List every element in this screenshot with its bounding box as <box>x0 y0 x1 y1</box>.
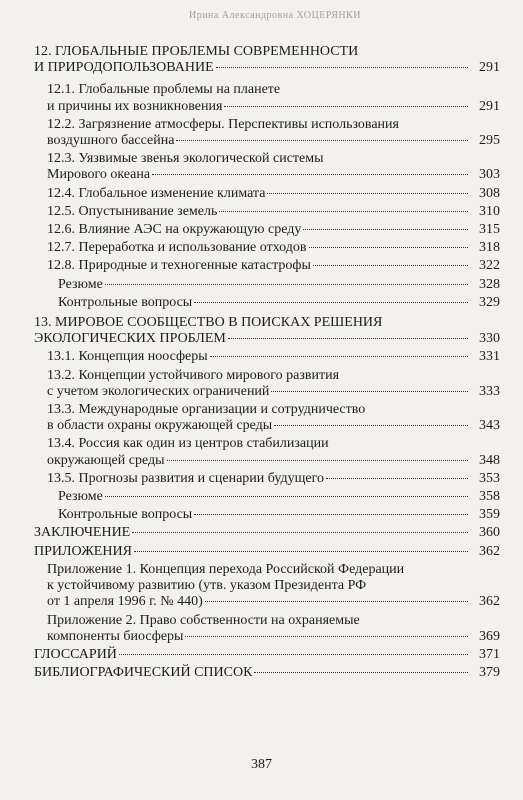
dot-leader <box>271 391 468 392</box>
dot-leader <box>326 478 468 479</box>
toc-entry-title: 12.8. Природные и техногенные катастрофы <box>47 258 311 274</box>
toc-entry-concl <box>34 525 500 541</box>
toc-entry-title: ПРИЛОЖЕНИЯ <box>34 543 132 559</box>
dot-leader <box>205 601 468 602</box>
bleed-through-header: Ирина Александровна ХОЦЕРЯНКИ <box>188 10 362 21</box>
toc-page-number: 333 <box>479 383 500 399</box>
toc-entry-title: 12.7. Переработка и использование отходов <box>47 240 307 256</box>
toc-entry-title: 12.3. Уязвимые звенья экологической системы <box>47 151 324 167</box>
toc-page-number: 330 <box>479 331 500 347</box>
toc-entry-title: Контрольные вопросы <box>58 507 193 523</box>
toc-entry-title: Приложение 1. Концепция перехода Российской Федерации <box>47 561 405 577</box>
toc-entry-s13-2 <box>47 368 500 400</box>
dot-leader <box>167 460 468 461</box>
toc-entry-s13-4 <box>47 436 500 468</box>
dot-leader <box>132 532 468 533</box>
toc-page-number: 353 <box>479 470 500 486</box>
toc-page-number: 318 <box>479 240 500 256</box>
toc-page-number: 362 <box>479 543 500 559</box>
dot-leader <box>254 672 468 673</box>
toc-entry-title: ГЛОССАРИЙ <box>34 646 117 662</box>
dot-leader <box>274 425 468 426</box>
toc-page-number: 291 <box>479 60 500 76</box>
toc-entry-title: с учетом экологических ограничений <box>47 383 270 399</box>
toc-page-number: 359 <box>479 507 500 523</box>
dot-leader <box>216 67 468 68</box>
toc-entry-s13-1 <box>47 349 500 365</box>
toc-page-number: 348 <box>479 452 500 468</box>
dot-leader <box>194 514 468 515</box>
toc-entry-title: 13. МИРОВОЕ СООБЩЕСТВО В ПОИСКАХ РЕШЕНИЯ <box>34 315 383 331</box>
toc-entry-s12-4 <box>47 186 500 202</box>
toc-entry-r13 <box>58 489 500 505</box>
toc-entry-title: Резюме <box>58 489 103 505</box>
toc-entry-title: 13.2. Концепции устойчивого мирового развития <box>47 367 340 383</box>
toc-entry-title: ЗАКЛЮЧЕНИЕ <box>34 525 131 541</box>
toc-entry-title: 13.3. Международные организации и сотрудничество <box>47 402 366 418</box>
toc-entry-title: 12.2. Загрязнение атмосферы. Перспективы использования <box>47 116 399 132</box>
toc-entry-title: 13.5. Прогнозы развития и сценарии будущего <box>47 470 324 486</box>
toc-page-number: 371 <box>479 646 500 662</box>
dot-leader <box>119 654 468 655</box>
toc-page-number: 322 <box>479 258 500 274</box>
toc-page-number: 362 <box>479 594 500 610</box>
toc-page-number: 310 <box>479 203 500 219</box>
toc-page-number: 360 <box>479 525 500 541</box>
toc-entry-title: ЭКОЛОГИЧЕСКИХ ПРОБЛЕМ <box>34 331 226 347</box>
toc-page-number: 315 <box>479 222 500 238</box>
dot-leader <box>267 193 468 194</box>
toc-entry-title: И ПРИРОДОПОЛЬЗОВАНИЕ <box>34 60 214 76</box>
dot-leader <box>309 247 468 248</box>
page-number: 387 <box>251 757 272 772</box>
dot-leader <box>210 356 468 357</box>
toc-entry-ch12 <box>34 44 500 76</box>
toc-entry-title: 13.4. Россия как один из центров стабилизации <box>47 436 329 452</box>
toc-entry-s13-3 <box>47 402 500 434</box>
toc-page-number: 329 <box>479 294 500 310</box>
toc-page-number: 343 <box>479 418 500 434</box>
toc-entry-title: 12. ГЛОБАЛЬНЫЕ ПРОБЛЕМЫ СОВРЕМЕННОСТИ <box>34 44 359 59</box>
toc-entry-title: Мирового океана <box>47 167 151 183</box>
dot-leader <box>194 302 468 303</box>
dot-leader <box>313 265 468 266</box>
dot-leader <box>185 636 468 637</box>
toc-entry-title: компоненты биосферы <box>47 628 184 644</box>
toc-page-number: 303 <box>479 167 500 183</box>
toc-entry-bib <box>34 665 500 681</box>
toc-page-number: 295 <box>479 133 500 149</box>
toc-entry-title: 12.6. Влияние АЭС на окружающую среду <box>47 222 302 238</box>
toc-entry-title: от 1 апреля 1996 г. № 440) <box>47 594 203 610</box>
toc-page-number: 308 <box>479 185 500 201</box>
toc-entry-title: 12.4. Глобальное изменение климата <box>47 185 266 201</box>
toc-entry-title: 13.1. Концепция ноосферы <box>47 349 208 365</box>
toc-entry-title: БИБЛИОГРАФИЧЕСКИЙ СПИСОК <box>34 665 253 681</box>
toc-page-number: 358 <box>479 489 500 505</box>
toc-entry-title: к устойчивому развитию (утв. указом Президента РФ <box>47 578 367 594</box>
dot-leader <box>303 229 468 230</box>
toc-entry-ch13 <box>34 315 500 347</box>
dot-leader <box>219 211 468 212</box>
toc-page-number: 328 <box>479 276 500 292</box>
toc-entry-title: 12.1. Глобальные проблемы на планете <box>47 82 281 98</box>
toc-entry-title: Контрольные вопросы <box>58 294 193 310</box>
toc-entry-s12-6 <box>47 222 500 238</box>
toc-entry-s12-2 <box>47 117 500 149</box>
dot-leader <box>134 551 468 552</box>
toc-entry-s12-8 <box>47 258 500 274</box>
toc-entry-app2 <box>47 613 500 645</box>
toc-entry-title: Приложение 2. Право собственности на охраняемые <box>47 612 360 628</box>
toc-entry-title: окружающей среды <box>47 452 165 468</box>
toc-page-number: 379 <box>479 665 500 681</box>
toc-entry-app1 <box>47 562 500 611</box>
toc-page-number: 369 <box>479 628 500 644</box>
toc-entry-s13-5 <box>47 471 500 487</box>
dot-leader <box>228 338 468 339</box>
toc-entry-gloss <box>34 647 500 663</box>
dot-leader <box>152 174 468 175</box>
toc-entry-s12-1 <box>47 82 500 114</box>
toc-entry-s12-5 <box>47 204 500 220</box>
toc-entry-title: 12.5. Опустынивание земель <box>47 203 218 219</box>
toc-page-number: 331 <box>479 349 500 365</box>
toc-entry-q13 <box>58 507 500 523</box>
table-of-contents <box>34 44 500 681</box>
dot-leader <box>176 140 468 141</box>
toc-page-number: 291 <box>479 98 500 114</box>
dot-leader <box>224 106 468 107</box>
toc-entry-q12 <box>58 295 500 311</box>
toc-entry-title: Резюме <box>58 276 103 292</box>
dot-leader <box>105 284 468 285</box>
dot-leader <box>105 496 468 497</box>
toc-entry-s12-3 <box>47 151 500 183</box>
toc-entry-title: и причины их возникновения <box>47 98 223 114</box>
toc-entry-r12 <box>58 277 500 293</box>
toc-entry-title: воздушного бассейна <box>47 133 175 149</box>
toc-entry-s12-7 <box>47 240 500 256</box>
toc-entry-app <box>34 544 500 560</box>
toc-entry-title: в области охраны окружающей среды <box>47 418 273 434</box>
